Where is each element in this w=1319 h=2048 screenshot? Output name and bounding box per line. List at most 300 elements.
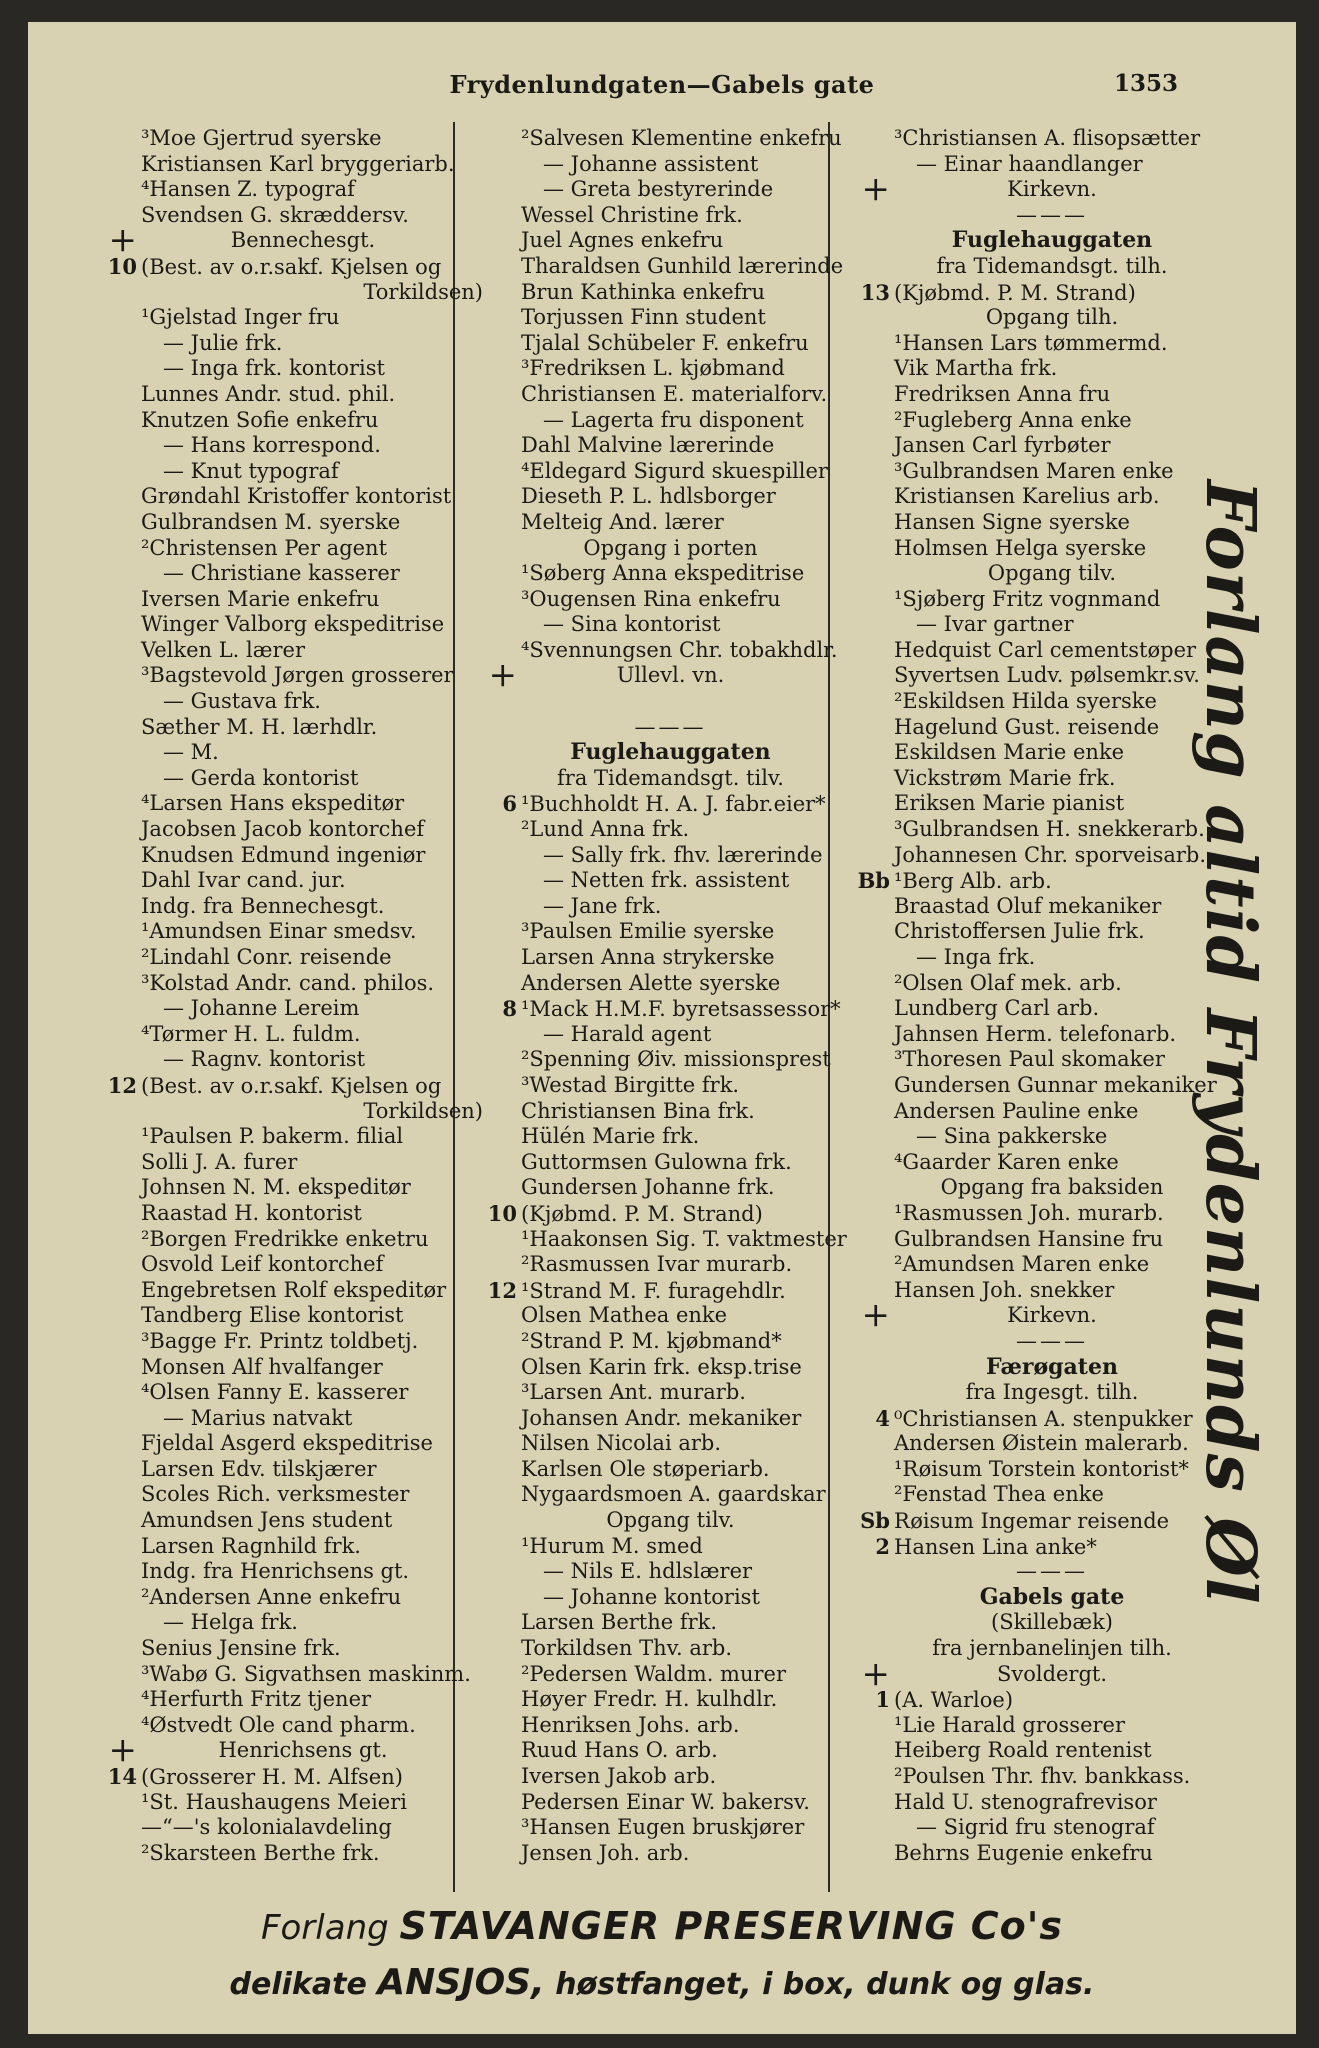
directory-line [836, 126, 1228, 152]
entry-text: Gulbrandsen Hansine fru [894, 1226, 1164, 1251]
directory-line [83, 331, 483, 357]
directory-line [463, 1201, 838, 1227]
directory-column-3 [836, 126, 1228, 1866]
entry-text: Dahl Malvine lærerinde [521, 433, 775, 458]
directory-line [463, 1559, 838, 1585]
page-number: 1353 [1113, 70, 1178, 97]
entry-text: Jensen Joh. arb. [521, 1840, 690, 1865]
directory-line [83, 280, 483, 306]
directory-line [83, 1508, 483, 1534]
entry-text: Senius Jensine frk. [141, 1636, 341, 1661]
entry-text: fra Ingesgt. tilh. [965, 1380, 1139, 1405]
directory-line [83, 177, 483, 203]
entry-text: Indg. fra Henrichsens gt. [141, 1559, 410, 1584]
directory-line [83, 1841, 483, 1867]
entry-text: ⁴Gaarder Karen enke [894, 1149, 1119, 1174]
entry-text: Bennechesgt. [230, 228, 376, 253]
entry-text: Røisum Ingemar reisende [894, 1509, 1170, 1534]
entry-text: Ullevl. vn. [616, 663, 725, 688]
directory-line [463, 305, 838, 331]
directory-line [83, 817, 483, 843]
directory-line [836, 1559, 1228, 1585]
entry-text: Raastad H. kontorist [141, 1200, 362, 1225]
directory-line [83, 1457, 483, 1483]
entry-text: Syvertsen Ludv. pølsemkr.sv. [894, 663, 1200, 688]
ad-line1-prefix: Forlang [260, 1908, 400, 1948]
directory-line [836, 1355, 1228, 1381]
directory-line [836, 433, 1228, 459]
directory-line [83, 1764, 483, 1790]
entry-text: Johansen Andr. mekaniker [521, 1405, 802, 1430]
entry-text: Sæther M. H. lærhdlr. [141, 714, 378, 739]
directory-line [83, 1636, 483, 1662]
entry-text: ¹Mack H.M.F. byretsassessor* [521, 997, 841, 1022]
entry-text: ²Lindahl Conr. reisende [141, 945, 392, 969]
house-number: 6 [502, 791, 517, 817]
directory-line [836, 1201, 1228, 1227]
entry-text: — Ivar gartner [916, 612, 1074, 637]
directory-line [83, 894, 483, 920]
cross-street-marker: + [488, 655, 517, 696]
directory-line [836, 1790, 1228, 1816]
entry-text: Olsen Mathea enke [521, 1303, 728, 1328]
directory-line [836, 280, 1228, 306]
directory-line [836, 971, 1228, 997]
directory-line [836, 382, 1228, 408]
directory-line [83, 382, 483, 408]
entry-text: — Helga frk. [163, 1610, 298, 1635]
entry-text: ²Eskildsen Hilda syerske [894, 689, 1157, 714]
directory-line [836, 1073, 1228, 1099]
entry-text: ⁴Svennungsen Chr. tobakhdlr. [521, 637, 838, 662]
directory-line [83, 126, 483, 152]
directory-line [836, 1431, 1228, 1457]
directory-line [463, 612, 838, 638]
directory-line [836, 894, 1228, 920]
entry-text: Indg. fra Bennechesgt. [141, 893, 385, 918]
directory-line [463, 1252, 838, 1278]
directory-line [836, 408, 1228, 434]
entry-text: Guttormsen Gulowna frk. [521, 1149, 792, 1174]
entry-text: Pedersen Einar W. bakersv. [521, 1789, 810, 1814]
entry-text: Brun Kathinka enkefru [521, 279, 765, 304]
entry-text: ²Poulsen Thr. fhv. bankkass. [894, 1764, 1191, 1788]
directory-column-2 [463, 126, 847, 1866]
directory-line [463, 253, 844, 280]
directory-line [836, 1227, 1228, 1253]
directory-line [836, 612, 1228, 638]
entry-text: ³Ougensen Rina enkefru [521, 586, 781, 611]
directory-line [463, 1610, 838, 1636]
entry-text: ⁴Tørmer H. L. fuldm. [141, 1021, 361, 1046]
entry-text: (Kjøbmd. P. M. Strand) [894, 280, 1136, 305]
entry-text: — Jane frk. [543, 893, 662, 918]
entry-text: ²Lund Anna frk. [521, 817, 690, 842]
directory-line [463, 1226, 847, 1253]
entry-text: — Julie frk. [163, 330, 283, 355]
entry-text: Fjeldal Asgerd ekspeditrise [141, 1431, 433, 1456]
ad-line2-product: ANSJOS, [377, 1962, 545, 2003]
directory-line [463, 587, 838, 613]
entry-text: — Johanne kontorist [543, 1584, 760, 1609]
directory-line [83, 715, 483, 741]
entry-text: ——— [1016, 1559, 1088, 1584]
directory-line [83, 561, 483, 587]
house-number: 14 [107, 1764, 137, 1789]
directory-line [463, 126, 842, 152]
directory-line [463, 1713, 838, 1739]
entry-text: ³Larsen Ant. murarb. [521, 1380, 746, 1405]
entry-text: ²Salvesen Klementine enkefru [521, 126, 842, 150]
cross-street-marker: + [861, 1653, 890, 1694]
entry-text: — Sally frk. fhv. lærerinde [543, 842, 823, 867]
entry-text: ——— [1016, 202, 1088, 227]
entry-text: ³Bagstevold Jørgen grosserer [141, 663, 454, 688]
entry-text: — Johanne Lereim [163, 996, 360, 1021]
entry-text: ²Rasmussen Ivar murarb. [521, 1252, 793, 1277]
entry-text: — Einar haandlanger [916, 151, 1143, 176]
directory-line [836, 1687, 1228, 1713]
entry-text: ⁴Herfurth Fritz tjener [141, 1687, 372, 1712]
entry-text: ²Borgen Fredrikke enketru [141, 1226, 429, 1251]
directory-line [463, 203, 838, 229]
entry-text: — Christiane kasserer [163, 561, 400, 586]
entry-text: Gundersen Gunnar mekaniker [894, 1072, 1217, 1097]
street-heading: Gabels gate [979, 1583, 1125, 1610]
house-number: 8 [502, 996, 517, 1022]
directory-line [836, 1252, 1228, 1278]
entry-text: — Johanne assistent [543, 151, 759, 176]
directory-line [83, 791, 483, 817]
directory-line [463, 1662, 838, 1688]
directory-line [83, 843, 483, 869]
directory-line [836, 766, 1228, 792]
entry-text: Juel Agnes enkefru [521, 228, 724, 253]
entry-text: ³Gulbrandsen Maren enke [894, 458, 1174, 483]
entry-text: (Best. av o.r.sakf. Kjelsen og [141, 254, 442, 279]
vertical-advertisement [1190, 480, 1270, 1605]
directory-line [83, 996, 483, 1022]
entry-text: Fredriksen Anna fru [894, 381, 1111, 406]
directory-line [463, 484, 838, 510]
directory-line [836, 1380, 1228, 1406]
entry-text: (A. Warloe) [894, 1688, 1014, 1713]
directory-line [836, 228, 1228, 254]
entry-text: Gulbrandsen M. syerske [141, 509, 401, 534]
entry-text: ³Westad Birgitte frk. [521, 1072, 740, 1097]
entry-text: Hagelund Gust. reisende [894, 714, 1160, 739]
ad-line2-prefix: delikate [229, 1967, 378, 2002]
entry-text: — Ragnv. kontorist [163, 1047, 366, 1072]
directory-line [836, 1406, 1228, 1432]
entry-text: Larsen Ragnhild frk. [141, 1533, 361, 1558]
entry-text: ³Moe Gjertrud syerske [141, 126, 382, 150]
directory-line [463, 408, 838, 434]
directory-line [83, 1406, 483, 1432]
entry-text: ⁰Christiansen A. stenpukker [894, 1406, 1193, 1431]
directory-line [463, 1764, 838, 1790]
entry-text: Velken L. lærer [141, 637, 305, 662]
directory-line [83, 766, 483, 792]
directory-line [836, 1124, 1228, 1150]
directory-line [836, 817, 1228, 843]
entry-text: Melteig And. lærer [521, 509, 724, 534]
entry-text: — Nils E. hdlslærer [543, 1559, 753, 1584]
entry-text: Johnsen N. M. ekspeditør [141, 1175, 411, 1200]
entry-text: (Best. av o.r.sakf. Kjelsen og [141, 1073, 442, 1098]
entry-text: Tjalal Schübeler F. enkefru [521, 330, 809, 355]
entry-text: Eriksen Marie pianist [894, 791, 1125, 816]
entry-text: ¹Amundsen Einar smedsv. [141, 919, 417, 944]
directory-line [83, 1124, 483, 1150]
directory-line [836, 919, 1228, 945]
ad-line1-brand: STAVANGER PRESERVING Co's [399, 1904, 1064, 1948]
entry-text: Kirkevn. [1007, 1303, 1097, 1328]
entry-text: — Netten frk. assistent [543, 868, 790, 893]
entry-text: ⁴Olsen Fanny E. kasserer [141, 1380, 409, 1405]
directory-line [463, 356, 838, 382]
entry-text: Henrichsens gt. [218, 1738, 388, 1763]
directory-line [83, 1534, 483, 1560]
directory-line [83, 663, 483, 689]
entry-text: Høyer Fredr. H. kulhdlr. [521, 1687, 778, 1712]
entry-text: — Hans korrespond. [163, 433, 381, 458]
directory-line [83, 1278, 483, 1304]
directory-line [463, 715, 838, 741]
entry-text: — Sigrid fru stenograf [916, 1815, 1155, 1840]
entry-text: ¹Rasmussen Joh. murarb. [894, 1200, 1164, 1225]
directory-line [83, 1355, 483, 1381]
entry-text: ——— [634, 714, 707, 739]
entry-text: ³Fredriksen L. kjøbmand [521, 356, 785, 381]
entry-text: Tandberg Elise kontorist [141, 1303, 404, 1328]
directory-line [463, 177, 838, 203]
directory-line [83, 254, 483, 280]
street-heading: Færøgaten [986, 1353, 1118, 1380]
entry-text: Kirkevn. [1007, 177, 1097, 202]
directory-line [463, 1790, 838, 1816]
entry-text: Dahl Ivar cand. jur. [141, 868, 346, 893]
directory-line [836, 536, 1228, 562]
directory-line [83, 305, 483, 331]
directory-line [836, 459, 1228, 485]
entry-text: ²Spenning Øiv. missionsprest [521, 1047, 831, 1072]
directory-line [836, 169, 1228, 210]
entry-text: Hald U. stenografrevisor [894, 1789, 1157, 1814]
directory-line [83, 1073, 483, 1099]
entry-text: Svoldergt. [996, 1661, 1108, 1686]
directory-line [83, 536, 483, 562]
directory-line [83, 1431, 483, 1457]
directory-line [836, 561, 1228, 587]
entry-text: Holmsen Helga syerske [894, 535, 1147, 560]
entry-text: fra jernbanelinjen tilh. [932, 1636, 1172, 1661]
house-number: 10 [487, 1200, 517, 1226]
directory-line [836, 791, 1228, 817]
directory-line [83, 1303, 483, 1329]
directory-line [463, 536, 838, 562]
directory-line [83, 1380, 483, 1406]
directory-line [83, 587, 483, 613]
entry-text: Knudsen Edmund ingeniør [141, 842, 426, 867]
directory-line [463, 1355, 838, 1381]
directory-line [836, 356, 1228, 382]
directory-line [83, 203, 483, 229]
directory-line [836, 868, 1228, 894]
entry-text: ³Gulbrandsen H. snekkerarb. [894, 817, 1205, 842]
entry-text: ⁴Hansen Z. typograf [141, 177, 355, 202]
entry-text: — Sina kontorist [543, 612, 721, 637]
directory-line [463, 1738, 838, 1764]
directory-line [836, 663, 1228, 689]
directory-line [836, 1022, 1228, 1048]
directory-line [83, 638, 483, 664]
entry-text: ¹St. Haushaugens Meieri [141, 1789, 407, 1814]
directory-line [463, 1841, 838, 1867]
entry-text: — Harald agent [543, 1021, 712, 1046]
directory-line [83, 1610, 483, 1636]
entry-text: Iversen Marie enkefru [141, 586, 380, 611]
house-number: Bb [857, 868, 890, 894]
directory-line [463, 280, 838, 306]
directory-line [836, 152, 1228, 178]
entry-text: Dieseth P. L. hdlsborger [521, 484, 776, 509]
directory-line [83, 740, 483, 766]
page-header-title: Frydenlundgaten—Gabels gate [449, 70, 875, 99]
directory-line [836, 1610, 1228, 1636]
entry-text: — M. [163, 740, 219, 765]
cross-street-marker: + [861, 1295, 890, 1336]
entry-text: Hülén Marie frk. [521, 1124, 700, 1149]
entry-text: — Lagerta fru disponent [543, 407, 804, 432]
entry-text: ³Kolstad Andr. cand. philos. [141, 970, 435, 995]
entry-text: Larsen Anna strykerske [521, 945, 775, 969]
directory-line [463, 1508, 838, 1534]
entry-text: ¹Røisum Torstein kontorist* [894, 1456, 1189, 1481]
directory-line [463, 561, 838, 587]
house-number: 13 [860, 279, 890, 305]
directory-line [836, 843, 1228, 869]
entry-text: ¹Paulsen P. bakerm. filial [141, 1124, 404, 1149]
entry-text: Olsen Karin frk. eksp.trise [521, 1354, 802, 1379]
directory-line [463, 766, 838, 792]
entry-text: Hansen Lina anke* [894, 1534, 1097, 1559]
entry-text: Opgang tilv. [987, 561, 1117, 586]
directory-line [836, 1508, 1228, 1534]
entry-text: ²Amundsen Maren enke [894, 1252, 1150, 1277]
entry-text: — Gustava frk. [163, 689, 321, 714]
directory-line [836, 305, 1228, 331]
cross-street-marker: + [108, 1730, 137, 1771]
entry-text: Vickstrøm Marie frk. [894, 765, 1116, 790]
directory-line [463, 1406, 838, 1432]
directory-line [83, 220, 483, 261]
entry-text: Hansen Signe syerske [894, 509, 1130, 534]
directory-line [463, 740, 838, 766]
directory-line [83, 1022, 483, 1048]
directory-line [83, 971, 483, 997]
bottom-advertisement-line-1 [28, 1904, 1296, 1948]
entry-text: Braastad Oluf mekaniker [894, 893, 1162, 918]
entry-text: ²Fenstad Thea enke [894, 1482, 1104, 1507]
entry-text: ³Thoresen Paul skomaker [894, 1047, 1165, 1072]
directory-line [463, 1124, 838, 1150]
entry-text: fra Tidemandsgt. tilv. [557, 765, 784, 790]
directory-line [836, 510, 1228, 536]
house-number: 12 [107, 1072, 137, 1098]
house-number: 4 [875, 1405, 890, 1431]
directory-line [83, 1047, 483, 1073]
directory-line [463, 1585, 838, 1611]
entry-text: Kristiansen Karl bryggeriarb. [141, 151, 455, 176]
directory-line [836, 254, 1228, 280]
directory-line [83, 1713, 483, 1739]
entry-text: ³Christiansen A. flisopsætter [894, 126, 1201, 150]
directory-line [463, 1278, 838, 1304]
entry-text: Lundberg Carl arb. [894, 996, 1100, 1021]
entry-text: ³Bagge Fr. Printz toldbetj. [141, 1328, 419, 1353]
directory-line [463, 817, 838, 843]
entry-text: — Greta bestyrerinde [543, 177, 774, 202]
entry-text: Hedquist Carl cementstøper [894, 637, 1197, 662]
house-number: 10 [107, 253, 137, 279]
directory-line [463, 843, 838, 869]
directory-line [83, 612, 483, 638]
entry-text: ³Paulsen Emilie syerske [521, 919, 775, 944]
cross-street-marker: + [108, 220, 137, 261]
directory-line [463, 689, 838, 715]
directory-line [836, 740, 1228, 766]
entry-text: Iversen Jakob arb. [521, 1764, 717, 1788]
vertical-ad-text: Forlang altid Frydenlunds Øl [1190, 480, 1270, 1605]
entry-text: — Gerda kontorist [163, 765, 359, 790]
entry-text: Gundersen Johanne frk. [521, 1175, 775, 1200]
entry-text: Andersen Pauline enke [894, 1098, 1139, 1123]
entry-text: ³Hansen Eugen bruskjører [521, 1815, 805, 1840]
directory-line [83, 868, 483, 894]
directory-line [463, 331, 838, 357]
directory-line [83, 919, 483, 945]
entry-text: ¹Lie Harald grosserer [894, 1712, 1126, 1737]
entry-text: ¹Buchholdt H. A. J. fabr.eier* [521, 792, 826, 817]
entry-text: ¹Søberg Anna ekspeditrise [521, 561, 805, 586]
house-number: 12 [487, 1277, 517, 1303]
directory-line [83, 1227, 483, 1253]
directory-line [463, 791, 838, 817]
directory-line [463, 1022, 838, 1048]
directory-line [836, 1585, 1228, 1611]
entry-text: — Inga frk. kontorist [163, 356, 385, 381]
entry-text: ²Skarsteen Berthe frk. [141, 1840, 380, 1865]
directory-line [463, 655, 838, 696]
entry-text: Lunnes Andr. stud. phil. [141, 381, 396, 406]
entry-text: — Knut typograf [163, 458, 339, 483]
directory-line [836, 203, 1228, 229]
entry-text: Torjussen Finn student [521, 305, 766, 330]
directory-line [83, 1329, 483, 1355]
entry-text: ——— [1016, 1328, 1088, 1353]
directory-line [83, 1201, 483, 1227]
entry-text: Knutzen Sofie enkefru [141, 407, 379, 432]
directory-line [463, 228, 838, 254]
directory-line [463, 638, 838, 664]
directory-line [463, 1329, 838, 1355]
entry-text: (Kjøbmd. P. M. Strand) [521, 1201, 763, 1226]
directory-line [836, 587, 1228, 613]
entry-text: Andersen Øistein malerarb. [894, 1431, 1189, 1456]
directory-line [836, 1534, 1228, 1560]
directory-line [463, 996, 841, 1022]
